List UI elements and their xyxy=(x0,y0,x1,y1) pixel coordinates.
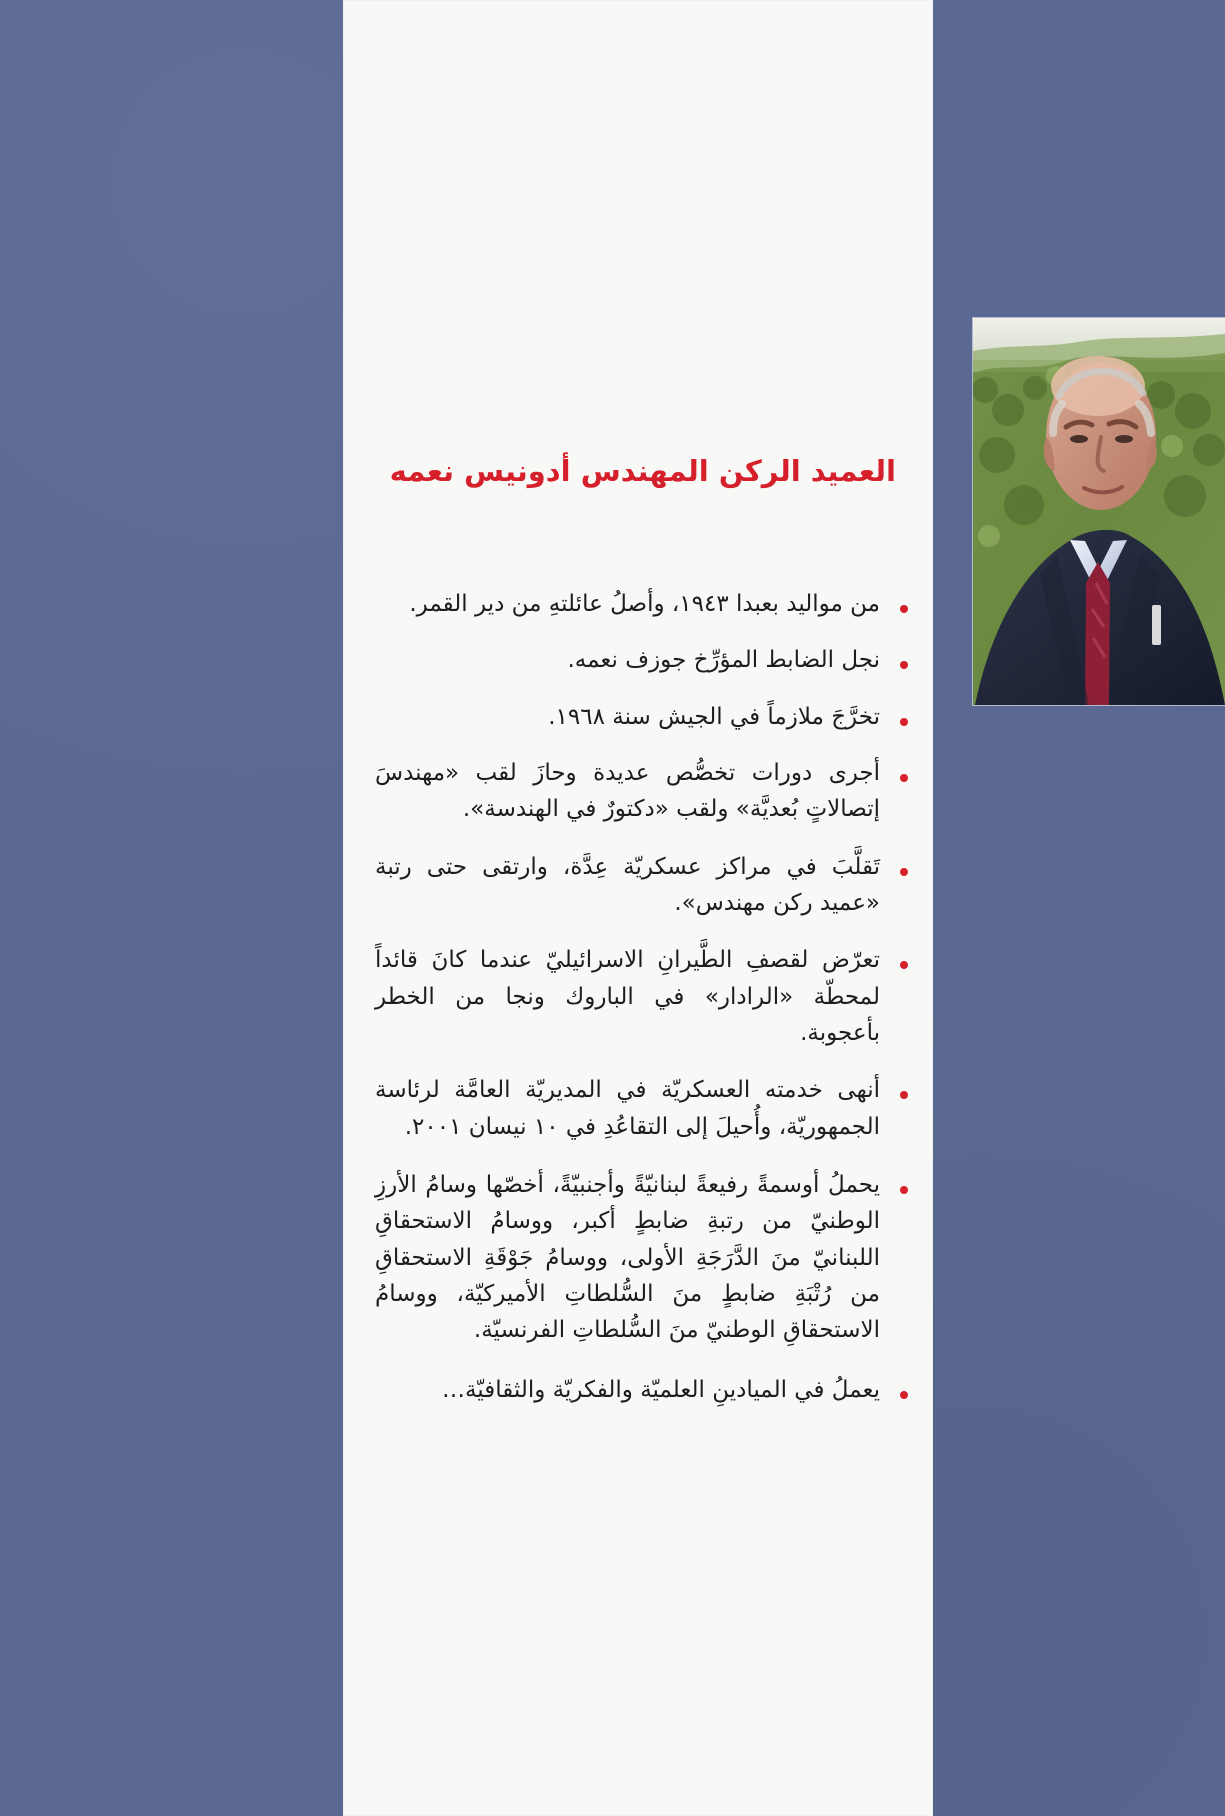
author-name-heading: العميد الركن المهندس أدونيس نعمه xyxy=(389,454,896,488)
biography-item: تخرَّجَ ملازماً في الجيش سنة ١٩٦٨. xyxy=(375,699,908,735)
biography-list xyxy=(375,586,908,1408)
biography-item: أجرى دورات تخصُّص عديدة وحازَ لقب «مهندسَ إتصالاتٍ بُعديَّة» ولقب «دكتورٌ في الهندسة». xyxy=(375,755,908,828)
biography-item: تَقلَّبَ في مراكز عسكريّة عِدَّة، وارتقى حتى رتبة «عميد ركن مهندس». xyxy=(375,849,908,922)
author-photo xyxy=(973,318,1225,705)
biography-item: نجل الضابط المؤرِّخ جوزف نعمه. xyxy=(375,642,908,678)
biography-item: أنهى خدمته العسكريّة في المديريّة العامَّة لرئاسة الجمهوريّة، وأُحيلَ إلى التقاعُدِ في ١٠ نيسان ٢٠٠١. xyxy=(375,1072,908,1145)
portrait-photo-icon xyxy=(973,318,1225,705)
biography-item: تعرّض لقصفِ الطَّيرانِ الاسرائيليّ عندما كانَ قائداً لمحطّة «الرادار» في الباروك ونجا من الخطر بأعجوبة. xyxy=(375,942,908,1051)
biography-item: يعملُ في الميادينِ العلميّة والفكريّة والثقافيّة… xyxy=(375,1372,908,1408)
biography-item: من مواليد بعبدا ١٩٤٣، وأصلُ عائلتهِ من دير القمر. xyxy=(375,586,908,622)
biography-item: يحملُ أوسمةً رفيعةً لبنانيّةً وأجنبيّةً، أخصّها وسامُ الأرزِ الوطنيّ من رتبةِ ضابطٍ أكبر، ووسامُ الاستحقاقِ اللبنانيّ منَ الدَّرَجَةِ الأولى، ووسامُ جَوْقَةِ الاستحقاقِ من رُتْبَةِ ضابطٍ منَ السُّلطاتِ الأميركيّة، ووسامُ الاستحقاقِ الوطنيّ منَ السُّلطاتِ الفرنسيّة. xyxy=(375,1167,908,1349)
